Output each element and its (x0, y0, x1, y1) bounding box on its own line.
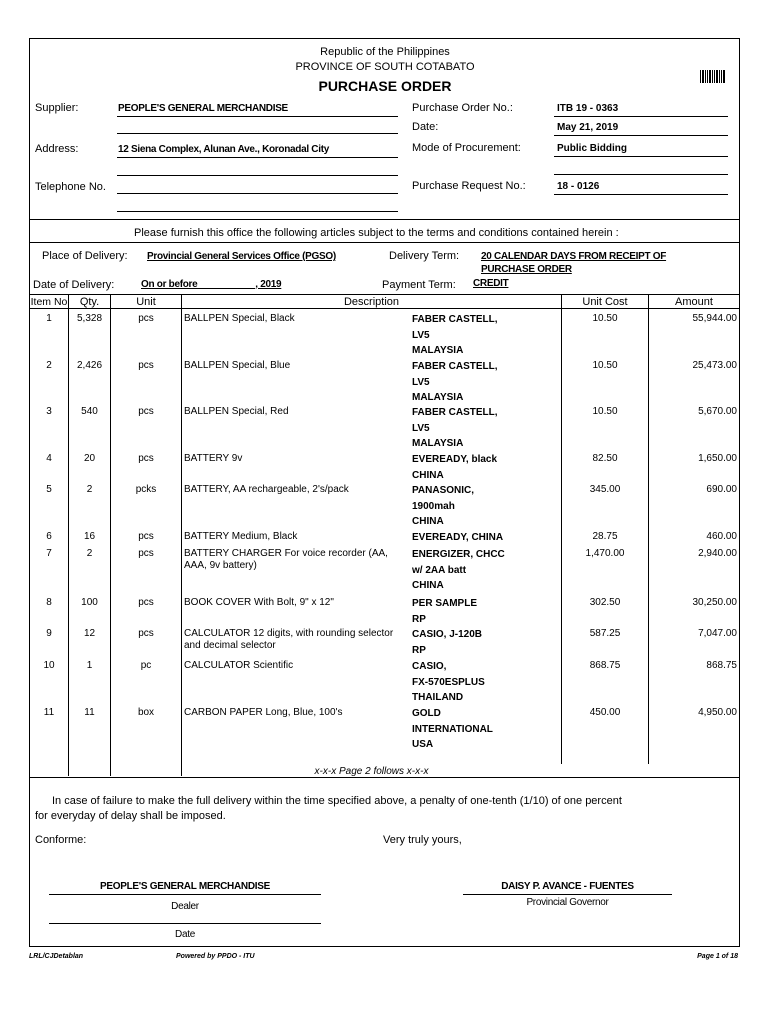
governor-name: DAISY P. AVANCE - FUENTES (501, 881, 634, 892)
row-description: CALCULATOR Scientific (184, 660, 294, 671)
row-description: BOOK COVER With Bolt, 9" x 12" (184, 597, 334, 608)
delivery-term-value-1: 20 CALENDAR DAYS FROM RECEIPT OF (481, 251, 667, 262)
header-description: Description (343, 296, 400, 308)
supplier-underline-2 (117, 133, 398, 134)
governor-line (463, 894, 672, 895)
governor-title: Provincial Governor (526, 897, 609, 908)
row-brand-line: LV5 (412, 422, 430, 434)
header-unit: Unit (136, 296, 156, 308)
row-qty: 2 (86, 484, 93, 495)
date-sign-label: Date (175, 929, 195, 940)
footer-bottom (29, 946, 740, 947)
telephone-underline-2 (117, 211, 398, 212)
table-header-bottom (29, 308, 740, 309)
row-qty: 2 (86, 548, 93, 559)
mode-label: Mode of Procurement: (412, 142, 521, 154)
delivery-date-value: On or before___________, 2019 (141, 279, 282, 290)
pr-no-value: 18 - 0126 (557, 181, 600, 192)
pr-no-underline (554, 194, 728, 195)
row-qty: 16 (83, 531, 96, 542)
place-label: Place of Delivery: (42, 250, 128, 262)
conforme-label: Conforme: (35, 834, 87, 846)
row-unit-cost: 302.50 (589, 597, 621, 608)
table-top (29, 294, 740, 295)
continued-note: x-x-x Page 2 follows x-x-x (314, 766, 429, 777)
row-qty: 5,328 (76, 313, 103, 324)
penalty-line-2: for everyday of delay shall be imposed. (35, 810, 226, 822)
row-item-no: 6 (46, 531, 52, 542)
frame-top (29, 38, 740, 39)
row-amount: 4,950.00 (698, 707, 737, 718)
row-brand-line: FABER CASTELL, (412, 314, 498, 325)
dealer-name: PEOPLE'S GENERAL MERCHANDISE (100, 881, 270, 892)
section-divider (29, 219, 740, 220)
row-qty: 2,426 (76, 360, 103, 371)
instruction-text: Please furnish this office the following articles subject to the terms and conditions contained herein : (134, 227, 619, 239)
page-title: PURCHASE ORDER (318, 78, 452, 94)
row-description-2: AAA, 9v battery) (184, 560, 257, 571)
row-amount: 5,670.00 (698, 406, 737, 417)
mode-value: Public Bidding (557, 143, 627, 154)
supplier-value: PEOPLE'S GENERAL MERCHANDISE (118, 103, 288, 114)
row-brand-line: PER SAMPLE (412, 598, 478, 609)
row-unit: pcs (138, 597, 154, 608)
mode-underline-2 (554, 174, 728, 175)
page-number: Page 1 of 18 (697, 953, 738, 960)
penalty-line-1: In case of failure to make the full delivery within the time specified above, a penalty of one-tenth (1/10) of one percent (52, 795, 622, 807)
row-unit-cost: 82.50 (592, 453, 618, 464)
row-amount: 460.00 (706, 531, 737, 542)
row-amount: 25,473.00 (692, 360, 737, 371)
row-unit: pcs (138, 628, 154, 639)
row-unit: pcs (138, 313, 154, 324)
row-amount: 1,650.00 (698, 453, 737, 464)
row-amount: 2,940.00 (698, 548, 737, 559)
row-item-no: 10 (43, 660, 55, 671)
telephone-label: Telephone No. (35, 181, 106, 193)
row-description: CALCULATOR 12 digits, with rounding selector (184, 628, 394, 639)
footer-top (29, 777, 740, 778)
row-unit-cost: 450.00 (589, 707, 621, 718)
row-qty: 100 (81, 597, 98, 608)
row-brand-line: FX-570ESPLUS (412, 676, 485, 688)
date-label: Date: (412, 121, 439, 133)
row-item-no: 1 (46, 313, 52, 324)
delivery-date-label: Date of Delivery: (33, 279, 115, 291)
row-brand-line: MALAYSIA (412, 438, 464, 450)
po-no-label: Purchase Order No.: (412, 102, 513, 114)
instruction-divider (29, 242, 740, 243)
row-brand-line: 1900mah (412, 500, 455, 512)
dealer-line (49, 894, 321, 895)
delivery-term-value-2: PURCHASE ORDER (481, 264, 572, 275)
row-unit: pcs (138, 406, 154, 417)
payment-term-value: CREDIT (473, 278, 509, 289)
very-truly-yours: Very truly yours, (383, 834, 462, 846)
header-unit-cost: Unit Cost (582, 296, 628, 308)
mode-underline (554, 156, 728, 157)
row-item-no: 7 (46, 548, 52, 559)
po-no-value: ITB 19 - 0363 (557, 103, 619, 114)
row-unit-cost: 1,470.00 (585, 548, 625, 559)
row-brand-line: LV5 (412, 329, 430, 341)
row-item-no: 11 (43, 707, 55, 718)
row-brand-line: CASIO, J-120B (412, 629, 483, 640)
header-republic: Republic of the Philippines (320, 46, 450, 58)
row-item-no: 3 (46, 406, 52, 417)
row-unit: pcs (138, 548, 154, 559)
row-unit: pcs (138, 531, 154, 542)
row-brand-line: RP (412, 644, 426, 656)
row-description: BATTERY CHARGER For voice recorder (AA, (184, 548, 388, 559)
row-brand-line: CHINA (412, 469, 444, 481)
row-brand-line: LV5 (412, 376, 430, 388)
prepared-by-code: LRL/CJDetablan (29, 953, 84, 960)
row-unit-cost: 587.25 (589, 628, 621, 639)
row-amount: 868.75 (706, 660, 737, 671)
dealer-label: Dealer (171, 901, 199, 912)
date-sign-line (49, 923, 321, 924)
row-brand-line: FABER CASTELL, (412, 407, 498, 418)
row-unit: box (137, 707, 155, 718)
row-description: BATTERY, AA rechargeable, 2's/pack (184, 484, 349, 495)
supplier-underline (117, 116, 398, 117)
row-brand-line: RP (412, 613, 426, 625)
row-unit: pc (140, 660, 152, 671)
row-brand-line: GOLD (412, 708, 441, 719)
powered-by: Powered by PPDO - ITU (176, 953, 255, 960)
row-description: BATTERY Medium, Black (184, 531, 298, 542)
row-unit-cost: 345.00 (589, 484, 621, 495)
barcode-icon (700, 70, 726, 83)
row-brand-line: MALAYSIA (412, 392, 464, 404)
row-unit: pcs (138, 360, 154, 371)
row-description: BALLPEN Special, Black (184, 313, 295, 324)
row-qty: 20 (83, 453, 96, 464)
row-unit: pcks (135, 484, 157, 495)
row-brand-line: CASIO, (412, 661, 447, 672)
header-amount: Amount (675, 296, 713, 308)
row-brand-line: CHINA (412, 516, 444, 528)
row-unit: pcs (138, 453, 154, 464)
row-item-no: 5 (46, 484, 52, 495)
address-label: Address: (35, 143, 79, 155)
date-underline (554, 135, 728, 136)
pr-no-label: Purchase Request No.: (412, 180, 526, 192)
address-underline (117, 157, 398, 158)
footer-right (739, 777, 740, 947)
row-item-no: 8 (46, 597, 52, 608)
row-brand-line: THAILAND (412, 692, 464, 704)
row-description-2: and decimal selector (184, 640, 276, 651)
address-underline-2 (117, 175, 398, 176)
row-brand-line: CHINA (412, 580, 444, 592)
row-brand-line: FABER CASTELL, (412, 361, 498, 372)
row-description: BALLPEN Special, Red (184, 406, 289, 417)
row-unit-cost: 28.75 (592, 531, 618, 542)
row-brand-line: USA (412, 739, 434, 751)
po-no-underline (554, 116, 728, 117)
row-description: BALLPEN Special, Blue (184, 360, 291, 371)
delivery-term-label: Delivery Term: (389, 250, 460, 262)
row-unit-cost: 10.50 (592, 313, 618, 324)
row-amount: 7,047.00 (698, 628, 737, 639)
row-brand-line: INTERNATIONAL (412, 723, 493, 735)
date-value: May 21, 2019 (557, 122, 619, 133)
row-amount: 690.00 (706, 484, 737, 495)
row-brand-line: ENERGIZER, CHCC (412, 549, 505, 560)
row-item-no: 9 (46, 628, 52, 639)
header-province: PROVINCE OF SOUTH COTABATO (295, 61, 475, 73)
row-description: BATTERY 9v (184, 453, 243, 464)
header-item-no: Item No (30, 296, 68, 308)
address-value: 12 Siena Complex, Alunan Ave., Koronadal City (118, 144, 329, 155)
row-amount: 55,944.00 (692, 313, 737, 324)
payment-term-label: Payment Term: (382, 279, 456, 291)
row-brand-line: MALAYSIA (412, 345, 464, 357)
row-description: CARBON PAPER Long, Blue, 100's (184, 707, 343, 718)
row-qty: 1 (86, 660, 93, 671)
row-brand-line: EVEREADY, CHINA (412, 532, 504, 543)
row-item-no: 4 (46, 453, 52, 464)
header-qty: Qty. (79, 296, 100, 308)
row-amount: 30,250.00 (692, 597, 737, 608)
row-brand-line: EVEREADY, black (412, 454, 498, 465)
frame-right (739, 38, 740, 778)
row-unit-cost: 10.50 (592, 360, 618, 371)
row-brand-line: w/ 2AA batt (412, 564, 467, 576)
col-line-3 (181, 294, 182, 776)
footer-left (29, 777, 30, 947)
row-qty: 12 (83, 628, 96, 639)
place-value: Provincial General Services Office (PGSO) (147, 251, 336, 262)
row-unit-cost: 868.75 (589, 660, 621, 671)
row-unit-cost: 10.50 (592, 406, 618, 417)
supplier-label: Supplier: (35, 102, 79, 114)
row-qty: 11 (84, 707, 95, 718)
row-qty: 540 (81, 406, 98, 417)
row-item-no: 2 (46, 360, 52, 371)
telephone-underline (117, 193, 398, 194)
row-brand-line: PANASONIC, (412, 485, 475, 496)
